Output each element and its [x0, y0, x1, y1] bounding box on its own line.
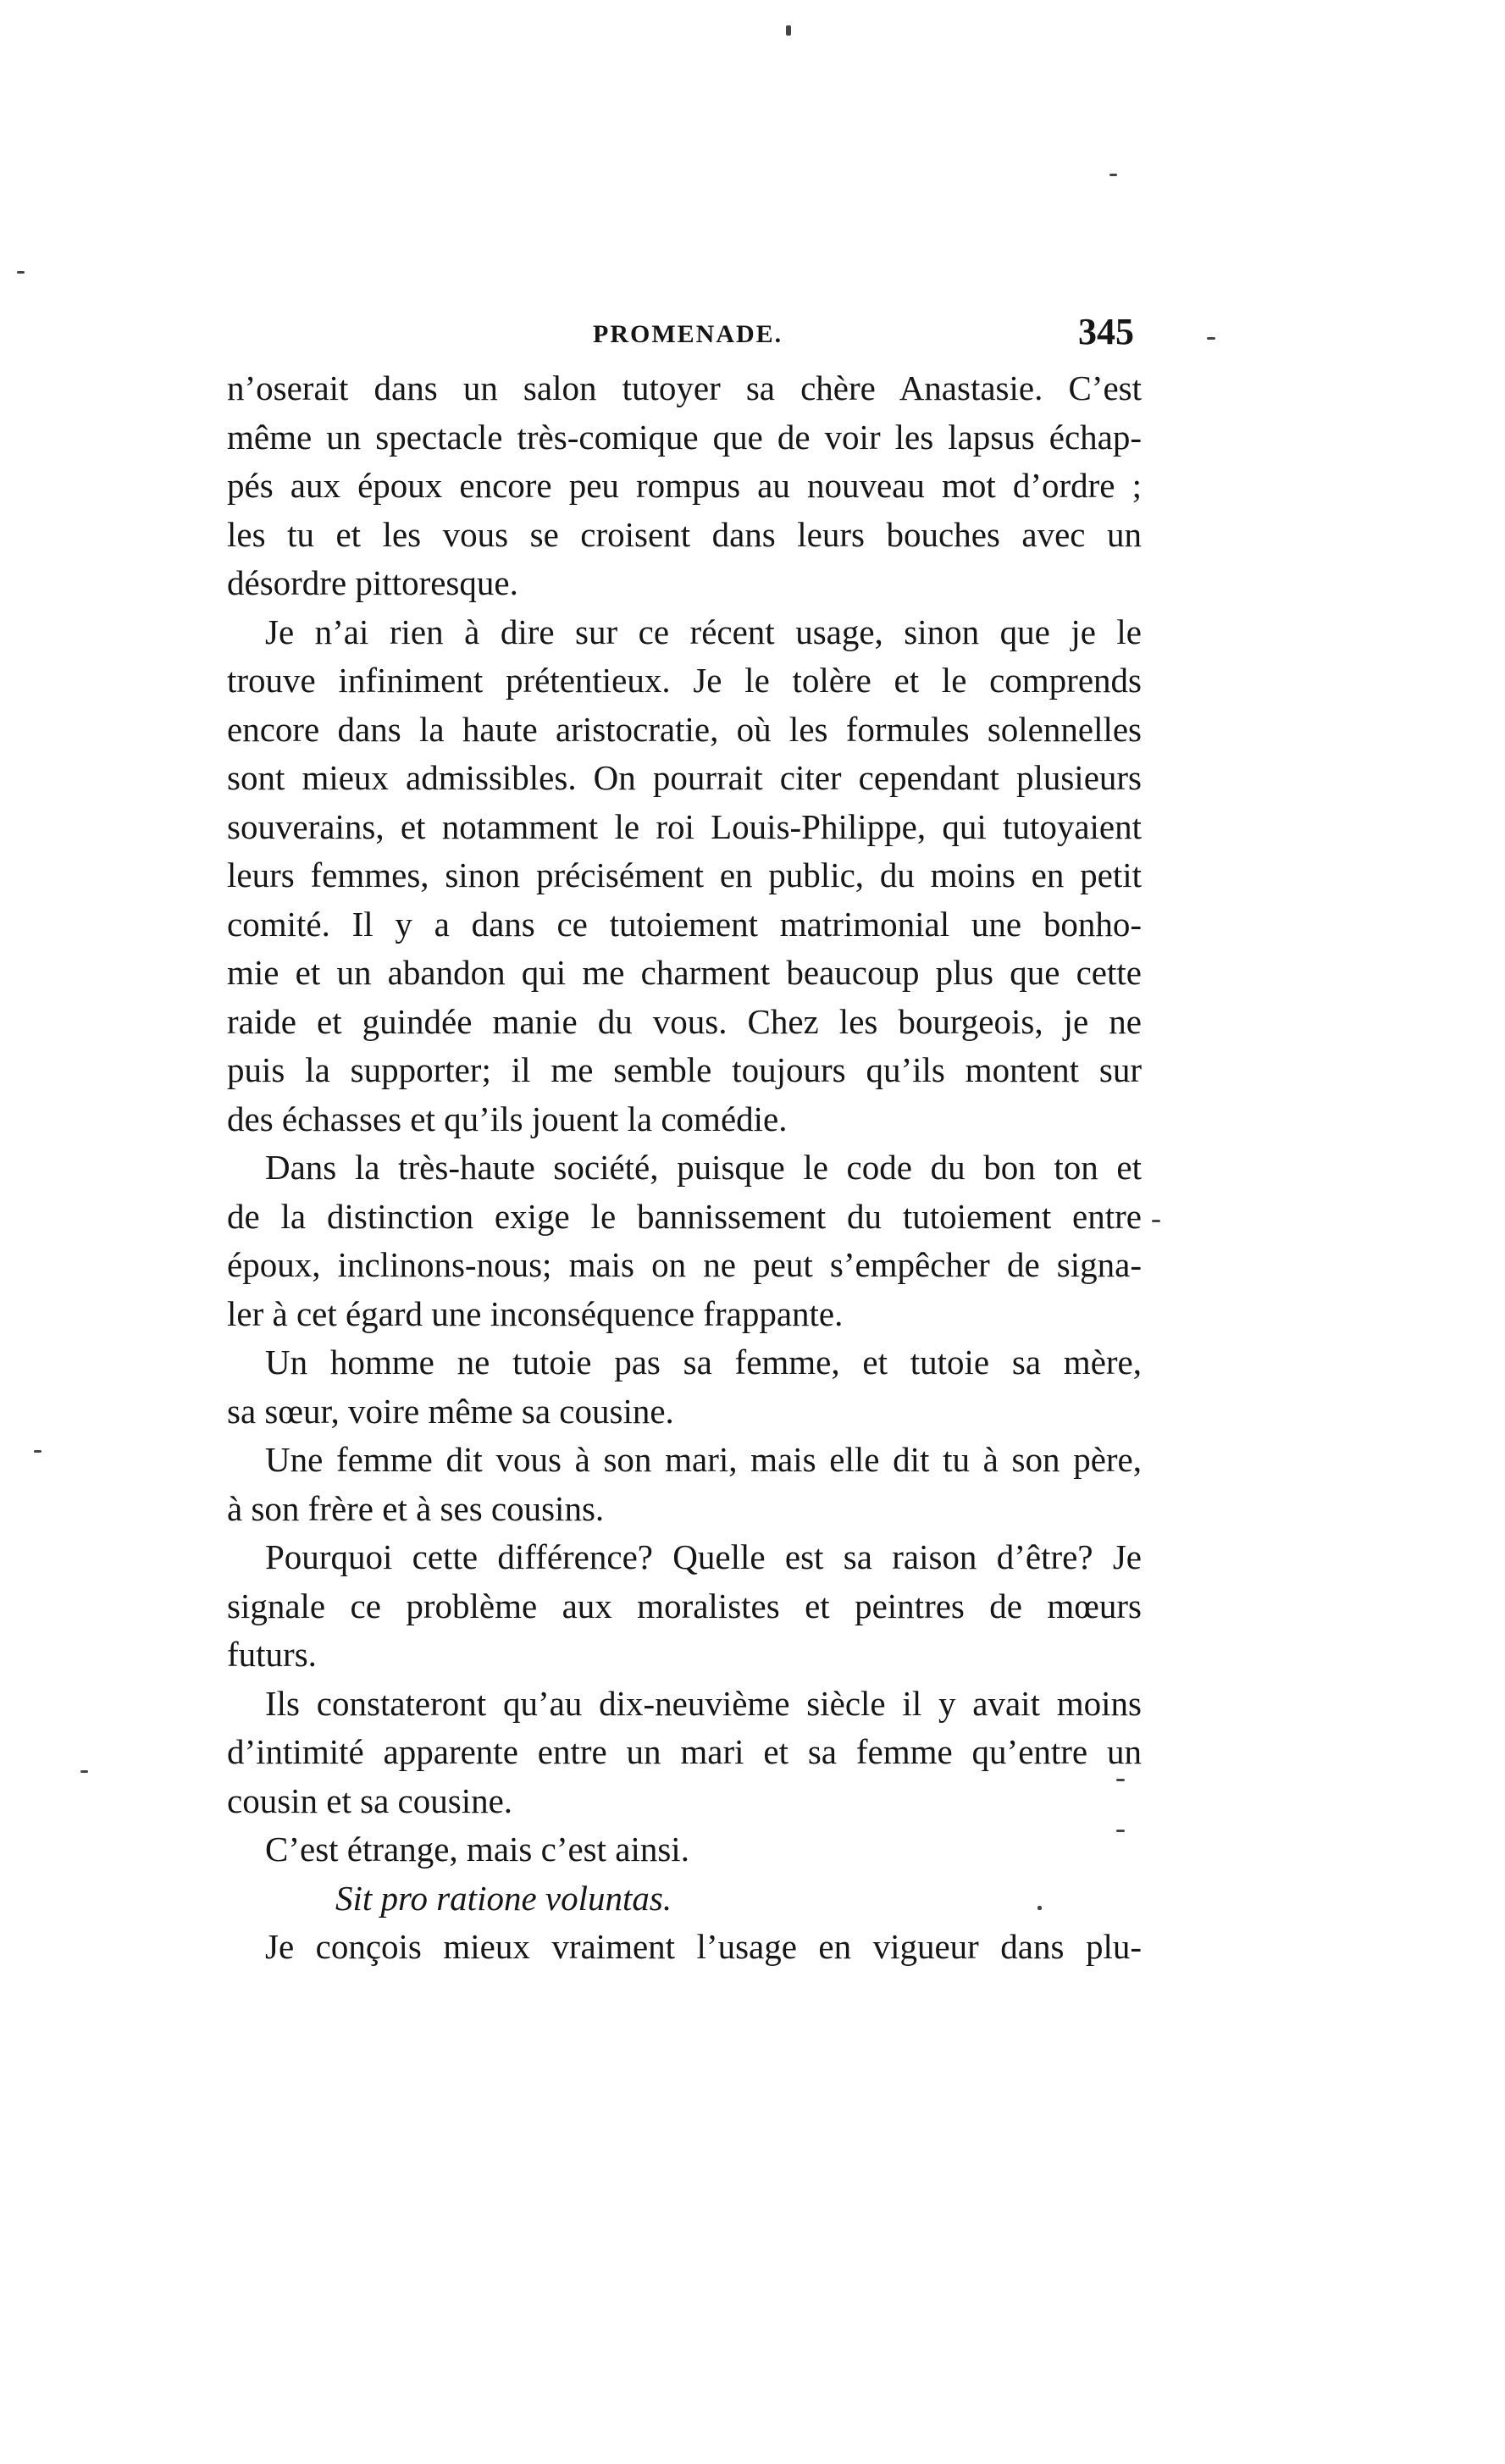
- paragraph-start-line: Dans la très-haute société, puisque le code du bon ton et: [265, 1148, 1142, 1187]
- paragraph-start-line: Je n’ai rien à dire sur ce récent usage, sinon que je le: [265, 612, 1142, 651]
- text-line: des échasses et qu’ils jouent la comédie.: [227, 1099, 788, 1138]
- text-line: leurs femmes, sinon précisément en public, du moins en petit: [227, 855, 1142, 894]
- paragraph-start-line: Une femme dit vous à son mari, mais elle dit tu à son père,: [265, 1440, 1142, 1479]
- text-line: à son frère et à ses cousins.: [227, 1488, 605, 1528]
- text-line: puis la supporter; il me semble toujours qu’ils montent sur: [227, 1050, 1142, 1089]
- text-line: mie et un abandon qui me charment beaucoup plus que cette: [227, 953, 1142, 992]
- paragraph-start-line: Ils constateront qu’au dix-neuvième siècle il y avait moins: [265, 1683, 1142, 1723]
- text-line: signale ce problème aux moralistes et peintres de mœurs: [227, 1586, 1142, 1625]
- paragraph-start-line: C’est étrange, mais c’est ainsi.: [265, 1830, 689, 1869]
- scan-speck: [1116, 1830, 1125, 1832]
- running-head-title: PROMENADE.: [593, 320, 783, 348]
- scan-speck: [80, 1770, 88, 1773]
- latin-quotation-line: Sit pro ratione voluntas.: [335, 1878, 672, 1918]
- scan-speck: [1207, 337, 1215, 340]
- scan-speck: [1152, 1220, 1160, 1222]
- text-line: n’oserait dans un salon tutoyer sa chère Anastasie. C’est: [227, 368, 1142, 407]
- text-line: même un spectacle très-comique que de voir les lapsus échap-: [227, 417, 1142, 457]
- scan-speck: [786, 25, 791, 36]
- scan-speck: [1116, 1779, 1125, 1781]
- text-line: sa sœur, voire même sa cousine.: [227, 1391, 674, 1431]
- scan-speck: [34, 1450, 41, 1453]
- text-line: les tu et les vous se croisent dans leurs bouches avec un: [227, 514, 1142, 554]
- paragraph-start-line: Un homme ne tutoie pas sa femme, et tutoie sa mère,: [265, 1343, 1142, 1382]
- scan-speck: [1037, 1906, 1042, 1910]
- text-line: de la distinction exige le bannissement du tutoiement entre: [227, 1196, 1142, 1236]
- text-line: ler à cet égard une inconséquence frappante.: [227, 1293, 844, 1333]
- text-line: raide et guindée manie du vous. Chez les bourgeois, je ne: [227, 1001, 1142, 1041]
- text-line: souverains, et notamment le roi Louis-Philippe, qui tutoyaient: [227, 806, 1142, 846]
- text-line: sont mieux admissibles. On pourrait citer cependant plusieurs: [227, 758, 1142, 797]
- scan-speck: [17, 271, 25, 274]
- text-line: époux, inclinons-nous; mais on ne peut s’empêcher de signa-: [227, 1245, 1142, 1284]
- body-text: [227, 364, 1142, 1972]
- paragraph-start-line: Pourquoi cette différence? Quelle est sa raison d’être? Je: [265, 1537, 1142, 1576]
- text-line: comité. Il y a dans ce tutoiement matrimonial une bonho-: [227, 904, 1142, 944]
- text-line: d’intimité apparente entre un mari et sa femme qu’entre un: [227, 1732, 1142, 1771]
- page-number: 345: [1078, 311, 1134, 352]
- scan-speck: [1109, 174, 1117, 176]
- text-line: encore dans la haute aristocratie, où les formules solennelles: [227, 709, 1142, 749]
- paragraph-start-line: Je conçois mieux vraiment l’usage en vigueur dans plu-: [265, 1927, 1142, 1966]
- text-line: désordre pittoresque.: [227, 563, 518, 602]
- text-line: futurs.: [227, 1635, 317, 1674]
- text-line: cousin et sa cousine.: [227, 1780, 513, 1820]
- text-line: trouve infiniment prétentieux. Je le tolère et le comprends: [227, 661, 1142, 700]
- text-line: pés aux époux encore peu rompus au nouveau mot d’ordre ;: [227, 466, 1142, 505]
